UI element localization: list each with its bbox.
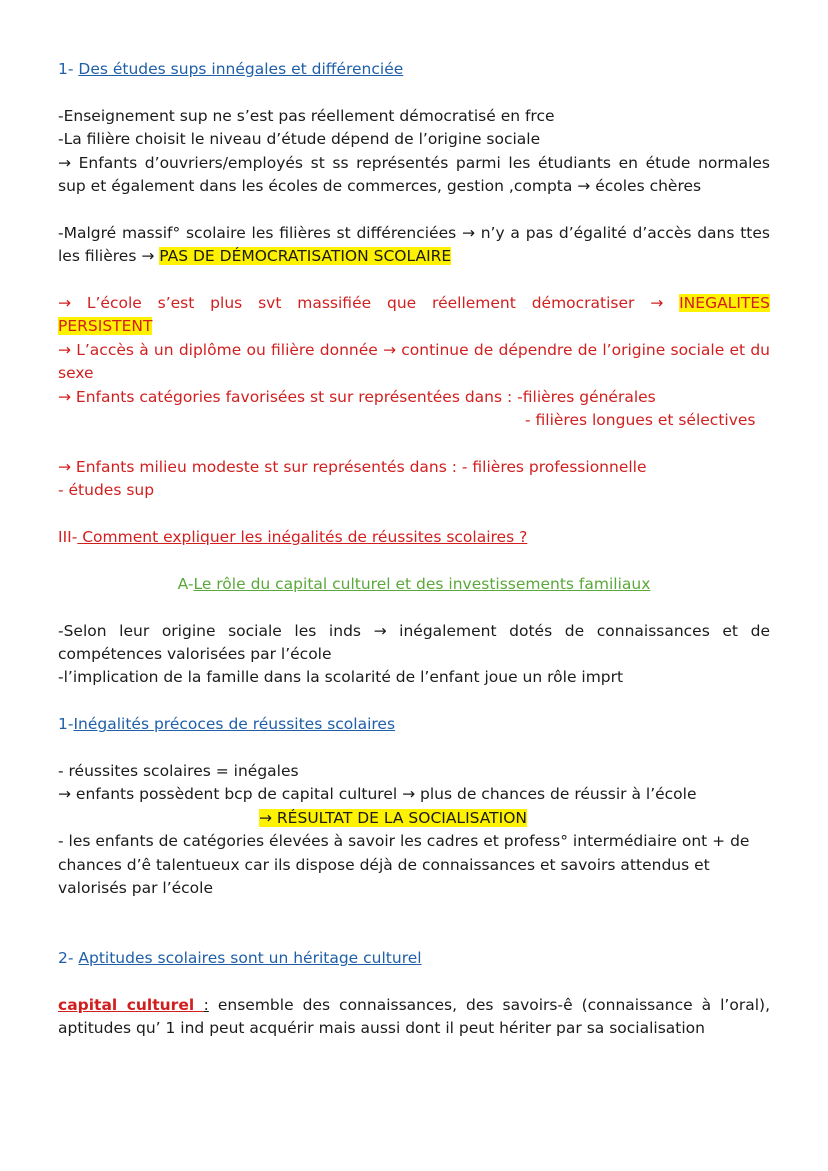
paragraph-line: → enfants possèdent bcp de capital culturel → plus de chances de réussir à l’école [58,785,697,804]
paragraph-line: → Enfants milieu modeste st sur représentés dans : - filières professionnelle [58,457,647,476]
paragraph-line: -Enseignement sup ne s’est pas réellement démocratisé en frce [58,106,555,125]
paragraph-line [58,245,770,268]
term-colon: : [203,996,209,1015]
paragraph-line: → L’accès à un diplôme ou filière donnée → continue de dépendre de l’origine sociale et du [58,340,770,359]
section-number: 1- [58,715,74,734]
paragraph-line: compétences valorisées par l’école [58,645,332,664]
paragraph-line: - les enfants de catégories élevées à savoir les cadres et profess° intermédiaire ont + de [58,832,750,851]
section-heading-2 [58,947,770,970]
paragraph-line: valorisés par l’école [58,879,214,898]
section-heading-3 [58,526,770,549]
section-number: 2- [58,949,79,968]
section-number: III- [58,528,78,547]
highlighted-text: → RÉSULTAT DE LA SOCIALISATION [259,808,528,827]
key-term: capital culturel [58,996,204,1015]
text-span: → L’école s’est plus svt massifiée que réellement démocratiser → [58,294,664,313]
paragraph-line [58,315,770,338]
paragraph-line: sup et également dans les écoles de commerces, gestion ,compta → écoles chères [58,177,702,196]
highlighted-text: PAS DE DÉMOCRATISATION SCOLAIRE [159,247,452,266]
paragraph-line [58,807,770,830]
paragraph-line: -La filière choisit le niveau d’étude dépend de l’origine sociale [58,130,541,149]
paragraph-line [58,292,770,315]
paragraph-line: - études sup [58,481,155,500]
section-title: Comment expliquer les inégalités de réussites scolaires ? [77,528,528,547]
text-span: les filières → [58,247,160,266]
paragraph-line: - réussites scolaires = inégales [58,762,299,781]
section-heading-1 [58,58,770,81]
paragraph-line: → Enfants d’ouvriers/employés st ss représentés parmi les étudiants en étude normales [58,153,770,172]
paragraph-line: → Enfants catégories favorisées st sur représentées dans : -filières générales [58,387,656,406]
paragraph-line: -Malgré massif° scolaire les filières st différenciées → n’y a pas d’égalité d’accès dans ttes [58,223,770,242]
section-title: Aptitudes scolaires sont un héritage culturel [78,949,422,968]
paragraph-line: -l’implication de la famille dans la scolarité de l’enfant joue un rôle imprt [58,668,624,687]
document-page [58,58,770,1041]
paragraph-line: aptitudes qu’ 1 ind peut acquérir mais aussi dont il peut hériter par sa socialisation [58,1019,705,1038]
paragraph-line: - filières longues et sélectives [525,411,756,430]
section-number: 1- [58,60,79,78]
paragraph-line: sexe [58,364,94,383]
paragraph-line [58,994,770,1017]
highlighted-text: PERSISTENT [58,317,153,336]
section-number: A- [177,574,194,593]
section-title: Inégalités précoces de réussites scolaires [73,715,396,734]
highlighted-text: INEGALITES [679,294,770,313]
text-span: ensemble des connaissances, des savoirs-ê (connaissance à l’oral), [208,996,770,1015]
subsection-heading-a [58,573,770,596]
section-title: Des études sups innégales et différenciée [78,60,404,78]
section-heading-1b [58,713,770,736]
paragraph-line: chances d’ê talentueux car ils dispose déjà de connaissances et savoirs attendus et [58,855,710,874]
paragraph-line: -Selon leur origine sociale les inds → inégalement dotés de connaissances et de [58,621,770,640]
section-title: Le rôle du capital culturel et des investissements familiaux [193,574,651,593]
